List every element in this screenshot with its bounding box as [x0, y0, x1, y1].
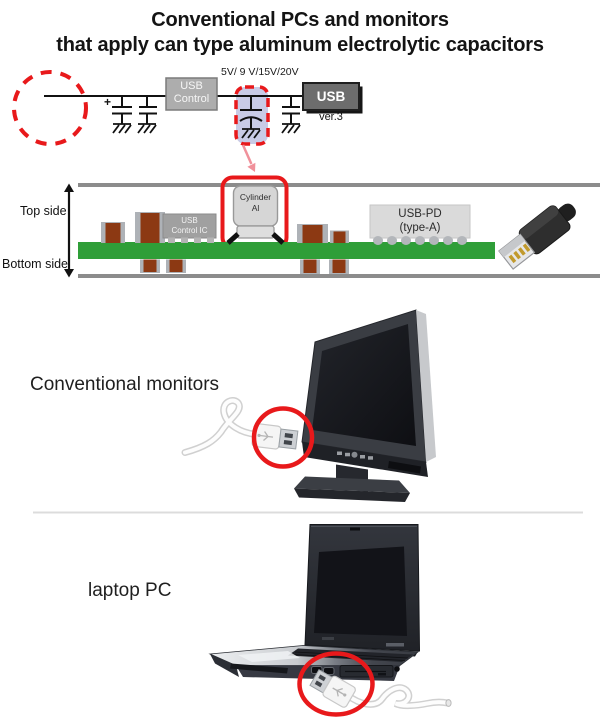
usb-pd-line2: (type-A) — [399, 222, 441, 235]
top-side-label: Top side — [20, 204, 67, 218]
chip-capacitors-bottom — [140, 260, 349, 275]
page-title-line2: that apply can type aluminum electrolytic capacitors — [56, 34, 544, 56]
usb-version-label: ver.3 — [319, 111, 343, 123]
pointer-arrow-line — [243, 145, 251, 164]
voltage-label: 5V/ 9 V/15V/20V — [221, 66, 299, 78]
optical-drive-eject — [378, 673, 386, 676]
bottom-rail — [78, 274, 600, 278]
pointer-arrow-head — [247, 163, 255, 172]
laptop-screen — [314, 547, 407, 637]
usb-pd-line1: USB-PD — [398, 208, 442, 220]
capacitor-symbol-4 — [282, 96, 300, 124]
laptop-light-strip — [386, 643, 404, 647]
usb-control-label — [166, 80, 217, 106]
usb-port-label: USB — [316, 89, 346, 104]
cylinder-foot-left — [228, 234, 238, 243]
page-title-line1: Conventional PCs and monitors — [151, 9, 449, 31]
capacitor-polarity-sign: + — [104, 95, 112, 109]
monitor-illustration — [185, 310, 436, 502]
capacitor-symbol-2 — [139, 96, 157, 124]
arrow-head-up — [64, 184, 74, 193]
laptop-dc-jack — [394, 666, 400, 672]
ground-symbol-4 — [282, 124, 300, 133]
laptop-logo-strip — [322, 637, 334, 640]
ground-symbol-2 — [138, 124, 156, 133]
top-rail — [78, 183, 600, 187]
board-cross-section — [64, 178, 600, 279]
ground-symbol-1 — [113, 124, 131, 133]
laptop-pc-label: laptop PC — [88, 580, 172, 601]
cylinder-al-label — [233, 192, 278, 214]
usb-plug-black — [497, 195, 583, 272]
usb-control-label-line2: Control — [173, 93, 210, 106]
monitor-usb-cable-outline — [185, 401, 258, 453]
usb-pd-label — [370, 207, 470, 236]
usb-control-label-line1: USB — [180, 80, 203, 92]
usb-control-ic-line2: Control IC — [171, 226, 208, 236]
usb-control-ic-label — [163, 216, 216, 237]
bottom-side-label: Bottom side — [2, 257, 69, 271]
capacitor-symbol-1 — [112, 96, 132, 124]
monitor-usb-plug-white — [252, 423, 298, 451]
laptop-latch — [350, 528, 360, 531]
cylinder-al-line1: Cylinder — [239, 192, 272, 202]
laptop-cable-end — [446, 700, 451, 707]
red-dashed-circle — [14, 72, 86, 144]
cylinder-foot-right — [273, 234, 283, 243]
cylinder-al-line2: Al — [251, 203, 260, 214]
usb-control-ic-line1: USB — [181, 216, 198, 225]
chip-capacitors-top — [101, 212, 349, 243]
laptop-illustration — [210, 525, 451, 715]
conventional-monitors-label: Conventional monitors — [30, 374, 220, 395]
